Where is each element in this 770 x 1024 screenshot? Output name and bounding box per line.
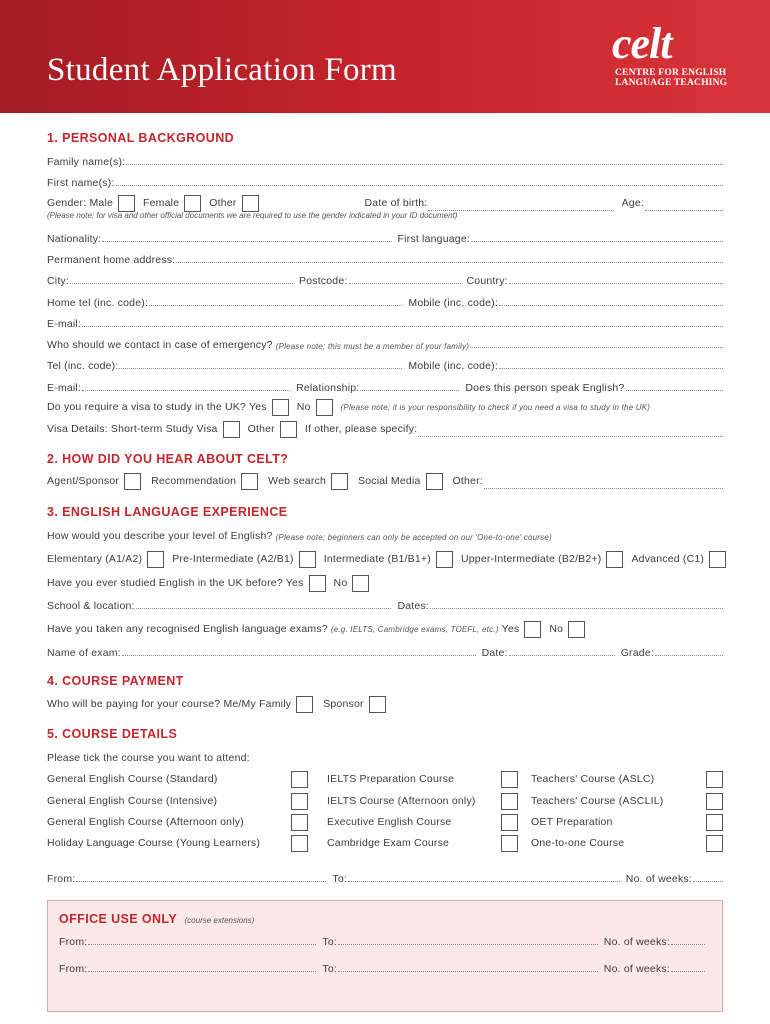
other-gender-checkbox[interactable] <box>242 195 259 212</box>
emergency-tel-row <box>47 356 723 372</box>
agent-checkbox[interactable] <box>124 473 141 490</box>
logo-line-1: CENTRE FOR ENGLISH <box>615 68 727 78</box>
female-checkbox[interactable] <box>184 195 201 212</box>
office-weeks-field-2[interactable] <box>671 961 705 972</box>
visa-other-label: Other <box>247 423 275 435</box>
advanced-label: Advanced (C1) <box>631 553 705 565</box>
course-to-label: To: <box>332 873 348 885</box>
recommendation-label: Recommendation <box>151 475 237 487</box>
emergency-tel-label: Tel (inc. code): <box>47 360 119 372</box>
office-row-2 <box>59 959 705 975</box>
dob-field[interactable] <box>428 200 611 211</box>
emergency-email-field[interactable] <box>82 380 290 391</box>
short-term-visa-checkbox[interactable] <box>223 421 240 438</box>
emergency-email-label: E-mail: <box>47 382 82 394</box>
dob-label: Date of birth: <box>364 197 428 209</box>
country-field[interactable] <box>509 273 723 284</box>
ielts-prep-checkbox[interactable] <box>501 771 518 788</box>
studied-yes-checkbox[interactable] <box>309 575 326 592</box>
email-label: E-mail: <box>47 318 82 330</box>
form-title: Student Application Form <box>47 52 398 88</box>
school-row <box>47 596 723 612</box>
studied-question: Have you ever studied English in the UK before? Yes <box>47 577 304 589</box>
female-label: Female <box>143 197 180 209</box>
section-heading-personal: 1. PERSONAL BACKGROUND <box>47 131 235 145</box>
course-oet: OET Preparation <box>531 816 613 828</box>
office-to-field-2[interactable] <box>338 961 598 972</box>
exams-yes-label: Yes <box>501 623 520 635</box>
upper-intermediate-checkbox[interactable] <box>606 551 623 568</box>
first-name-row <box>47 173 723 189</box>
emergency-row <box>47 335 723 351</box>
course-cambridge: Cambridge Exam Course <box>327 837 450 849</box>
city-row <box>47 271 723 287</box>
first-language-field[interactable] <box>471 231 723 242</box>
course-ielts-afternoon: IELTS Course (Afternoon only) <box>327 795 476 807</box>
speak-english-field[interactable] <box>626 380 723 391</box>
studied-no-label: No <box>333 577 348 589</box>
holiday-checkbox[interactable] <box>291 835 308 852</box>
home-tel-label: Home tel (inc. code): <box>47 297 149 309</box>
cambridge-checkbox[interactable] <box>501 835 518 852</box>
upper-intermediate-label: Upper-Intermediate (B2/B2+) <box>460 553 602 565</box>
exams-note: (e.g. IELTS, Cambridge exams, TOEFL, etc.) <box>330 624 499 634</box>
course-instruction-row <box>47 748 723 764</box>
elementary-label: Elementary (A1/A2) <box>47 553 143 565</box>
general-afternoon-checkbox[interactable] <box>291 814 308 831</box>
dates-label: Dates: <box>397 600 429 612</box>
emergency-tel-field[interactable] <box>119 358 402 369</box>
level-question: How would you describe your level of English? <box>47 530 273 542</box>
sponsor-label: Sponsor <box>323 698 364 710</box>
office-row-1 <box>59 932 705 948</box>
age-label: Age: <box>621 197 644 209</box>
general-standard-checkbox[interactable] <box>291 771 308 788</box>
other-label: Other <box>209 197 237 209</box>
if-other-field[interactable] <box>418 426 723 437</box>
country-label: Country: <box>466 275 508 287</box>
emergency-mobile-field[interactable] <box>499 358 723 369</box>
course-ielts-prep: IELTS Preparation Course <box>327 773 455 785</box>
if-other-label: If other, please specify: <box>304 423 418 435</box>
one-to-one-checkbox[interactable] <box>706 835 723 852</box>
exam-name-row <box>47 643 723 659</box>
gender-male-label: Gender: Male <box>47 197 114 209</box>
course-weeks-label: No. of weeks: <box>625 873 692 885</box>
office-to-field-1[interactable] <box>338 934 598 945</box>
emergency-note: (Please note; this must be a member of your family) <box>275 342 470 351</box>
office-to-label-1: To: <box>322 936 338 948</box>
office-weeks-field-1[interactable] <box>671 934 705 945</box>
payment-row <box>47 694 723 714</box>
emergency-mobile-label: Mobile (inc. code): <box>408 360 498 372</box>
exams-row <box>47 619 723 639</box>
family-name-field[interactable] <box>126 154 723 165</box>
course-to-field[interactable] <box>348 871 620 882</box>
visa-details-row <box>47 419 723 439</box>
payment-question: Who will be paying for your course? Me/My Family <box>47 698 292 710</box>
emergency-label: Who should we contact in case of emergency? <box>47 339 273 351</box>
exams-yes-checkbox[interactable] <box>524 621 541 638</box>
level-question-row <box>47 526 723 542</box>
general-intensive-checkbox[interactable] <box>291 793 308 810</box>
course-instruction: Please tick the course you want to attend: <box>47 752 250 764</box>
web-search-label: Web search <box>268 475 327 487</box>
grade-field[interactable] <box>655 645 723 656</box>
exams-no-label: No <box>549 623 564 635</box>
level-row <box>47 549 723 569</box>
address-row <box>47 250 723 266</box>
hear-row <box>47 471 723 491</box>
postcode-field[interactable] <box>349 273 461 284</box>
first-language-label: First language: <box>397 233 470 245</box>
pre-intermediate-label: Pre-Intermediate (A2/B1) <box>172 553 294 565</box>
exam-name-label: Name of exam: <box>47 647 121 659</box>
course-from-label: From: <box>47 873 76 885</box>
office-weeks-label-2: No. of weeks: <box>603 963 670 975</box>
sponsor-checkbox[interactable] <box>369 696 386 713</box>
exams-question: Have you taken any recognised English language exams? <box>47 623 328 635</box>
course-from-field[interactable] <box>76 871 326 882</box>
relationship-field[interactable] <box>360 380 459 391</box>
hear-other-label: Other: <box>452 475 483 487</box>
relationship-label: Relationship: <box>296 382 360 394</box>
recommendation-checkbox[interactable] <box>241 473 258 490</box>
nationality-row <box>47 229 723 245</box>
office-heading-line <box>59 910 254 928</box>
exam-name-field[interactable] <box>122 645 476 656</box>
exams-no-checkbox[interactable] <box>568 621 585 638</box>
city-field[interactable] <box>70 273 293 284</box>
home-tel-field[interactable] <box>149 295 402 306</box>
gender-row <box>47 193 723 213</box>
grade-label: Grade: <box>620 647 654 659</box>
emergency-email-row <box>47 378 723 394</box>
level-note: (Please note; beginners can only be accepted on our 'One-to-one' course) <box>275 533 552 542</box>
first-name-field[interactable] <box>116 175 723 186</box>
family-name-label: Family name(s): <box>47 156 126 168</box>
visa-no-label: No <box>296 401 311 413</box>
office-use-box <box>47 900 723 1012</box>
email-row <box>47 314 723 330</box>
course-general-afternoon: General English Course (Afternoon only) <box>47 816 244 828</box>
mobile-field[interactable] <box>499 295 723 306</box>
logo-line-2: LANGUAGE TEACHING <box>615 78 728 88</box>
ielts-afternoon-checkbox[interactable] <box>501 793 518 810</box>
nationality-field[interactable] <box>102 231 391 242</box>
visa-note: (Please note; it is your responsibility to check if you need a visa to study in the UK) <box>340 402 651 412</box>
teachers-asclil-checkbox[interactable] <box>706 793 723 810</box>
mobile-label: Mobile (inc. code): <box>408 297 498 309</box>
office-from-field-2[interactable] <box>88 961 316 972</box>
course-teachers-aslc: Teachers' Course (ASLC) <box>531 773 655 785</box>
section-heading-payment: 4. COURSE PAYMENT <box>47 674 184 688</box>
agent-label: Agent/Sponsor <box>47 475 120 487</box>
visa-yes-checkbox[interactable] <box>272 399 289 416</box>
section-heading-course: 5. COURSE DETAILS <box>47 727 178 741</box>
school-field[interactable] <box>136 598 392 609</box>
male-checkbox[interactable] <box>118 195 135 212</box>
celt-logo: celt <box>612 19 672 68</box>
email-field[interactable] <box>82 316 723 327</box>
course-executive: Executive English Course <box>327 816 452 828</box>
office-weeks-label-1: No. of weeks: <box>603 936 670 948</box>
first-name-label: First name(s): <box>47 177 115 189</box>
section-heading-hear: 2. HOW DID YOU HEAR ABOUT CELT? <box>47 452 289 466</box>
section-heading-english: 3. ENGLISH LANGUAGE EXPERIENCE <box>47 505 288 519</box>
gender-note: (Please note; for visa and other official documents we are required to use the gender indicated in your ID document) <box>47 211 458 220</box>
social-media-checkbox[interactable] <box>426 473 443 490</box>
family-name-row <box>47 152 723 168</box>
visa-no-checkbox[interactable] <box>316 399 333 416</box>
course-weeks-field[interactable] <box>693 871 723 882</box>
intermediate-label: Intermediate (B1/B1+) <box>323 553 431 565</box>
teachers-aslc-checkbox[interactable] <box>706 771 723 788</box>
exam-date-label: Date: <box>481 647 508 659</box>
header-banner <box>0 0 770 113</box>
advanced-checkbox[interactable] <box>709 551 726 568</box>
course-dates-row <box>47 869 723 885</box>
address-field[interactable] <box>176 252 723 263</box>
course-holiday: Holiday Language Course (Young Learners) <box>47 837 261 849</box>
home-tel-row <box>47 293 723 309</box>
office-from-label-2: From: <box>59 963 88 975</box>
social-media-label: Social Media <box>358 475 421 487</box>
oet-checkbox[interactable] <box>706 814 723 831</box>
school-label: School & location: <box>47 600 135 612</box>
office-from-field-1[interactable] <box>88 934 316 945</box>
course-teachers-asclil: Teachers' Course (ASCLIL) <box>531 795 664 807</box>
intermediate-checkbox[interactable] <box>436 551 453 568</box>
office-heading: OFFICE USE ONLY <box>59 912 178 926</box>
nationality-label: Nationality: <box>47 233 102 245</box>
dates-field[interactable] <box>430 598 723 609</box>
course-general-standard: General English Course (Standard) <box>47 773 218 785</box>
city-label: City: <box>47 275 69 287</box>
logo-subtitle <box>615 68 727 88</box>
course-one-to-one: One-to-one Course <box>531 837 625 849</box>
speak-english-label: Does this person speak English? <box>465 382 625 394</box>
office-note: (course extensions) <box>184 916 255 925</box>
studied-row <box>47 573 723 593</box>
pre-intermediate-checkbox[interactable] <box>299 551 316 568</box>
postcode-label: Postcode: <box>299 275 348 287</box>
elementary-checkbox[interactable] <box>147 551 164 568</box>
emergency-field[interactable] <box>470 337 723 348</box>
exam-date-field[interactable] <box>509 645 615 656</box>
hear-other-field[interactable] <box>484 478 723 489</box>
address-label: Permanent home address: <box>47 254 176 266</box>
visa-question: Do you require a visa to study in the UK? Yes <box>47 401 267 413</box>
visa-details-label: Visa Details: Short-term Study Visa <box>47 423 218 435</box>
studied-no-checkbox[interactable] <box>352 575 369 592</box>
executive-checkbox[interactable] <box>501 814 518 831</box>
office-from-label-1: From: <box>59 936 88 948</box>
web-search-checkbox[interactable] <box>331 473 348 490</box>
course-general-intensive: General English Course (Intensive) <box>47 795 218 807</box>
me-family-checkbox[interactable] <box>296 696 313 713</box>
office-to-label-2: To: <box>322 963 338 975</box>
visa-row <box>47 397 723 417</box>
age-field[interactable] <box>645 200 723 211</box>
visa-other-checkbox[interactable] <box>280 421 297 438</box>
